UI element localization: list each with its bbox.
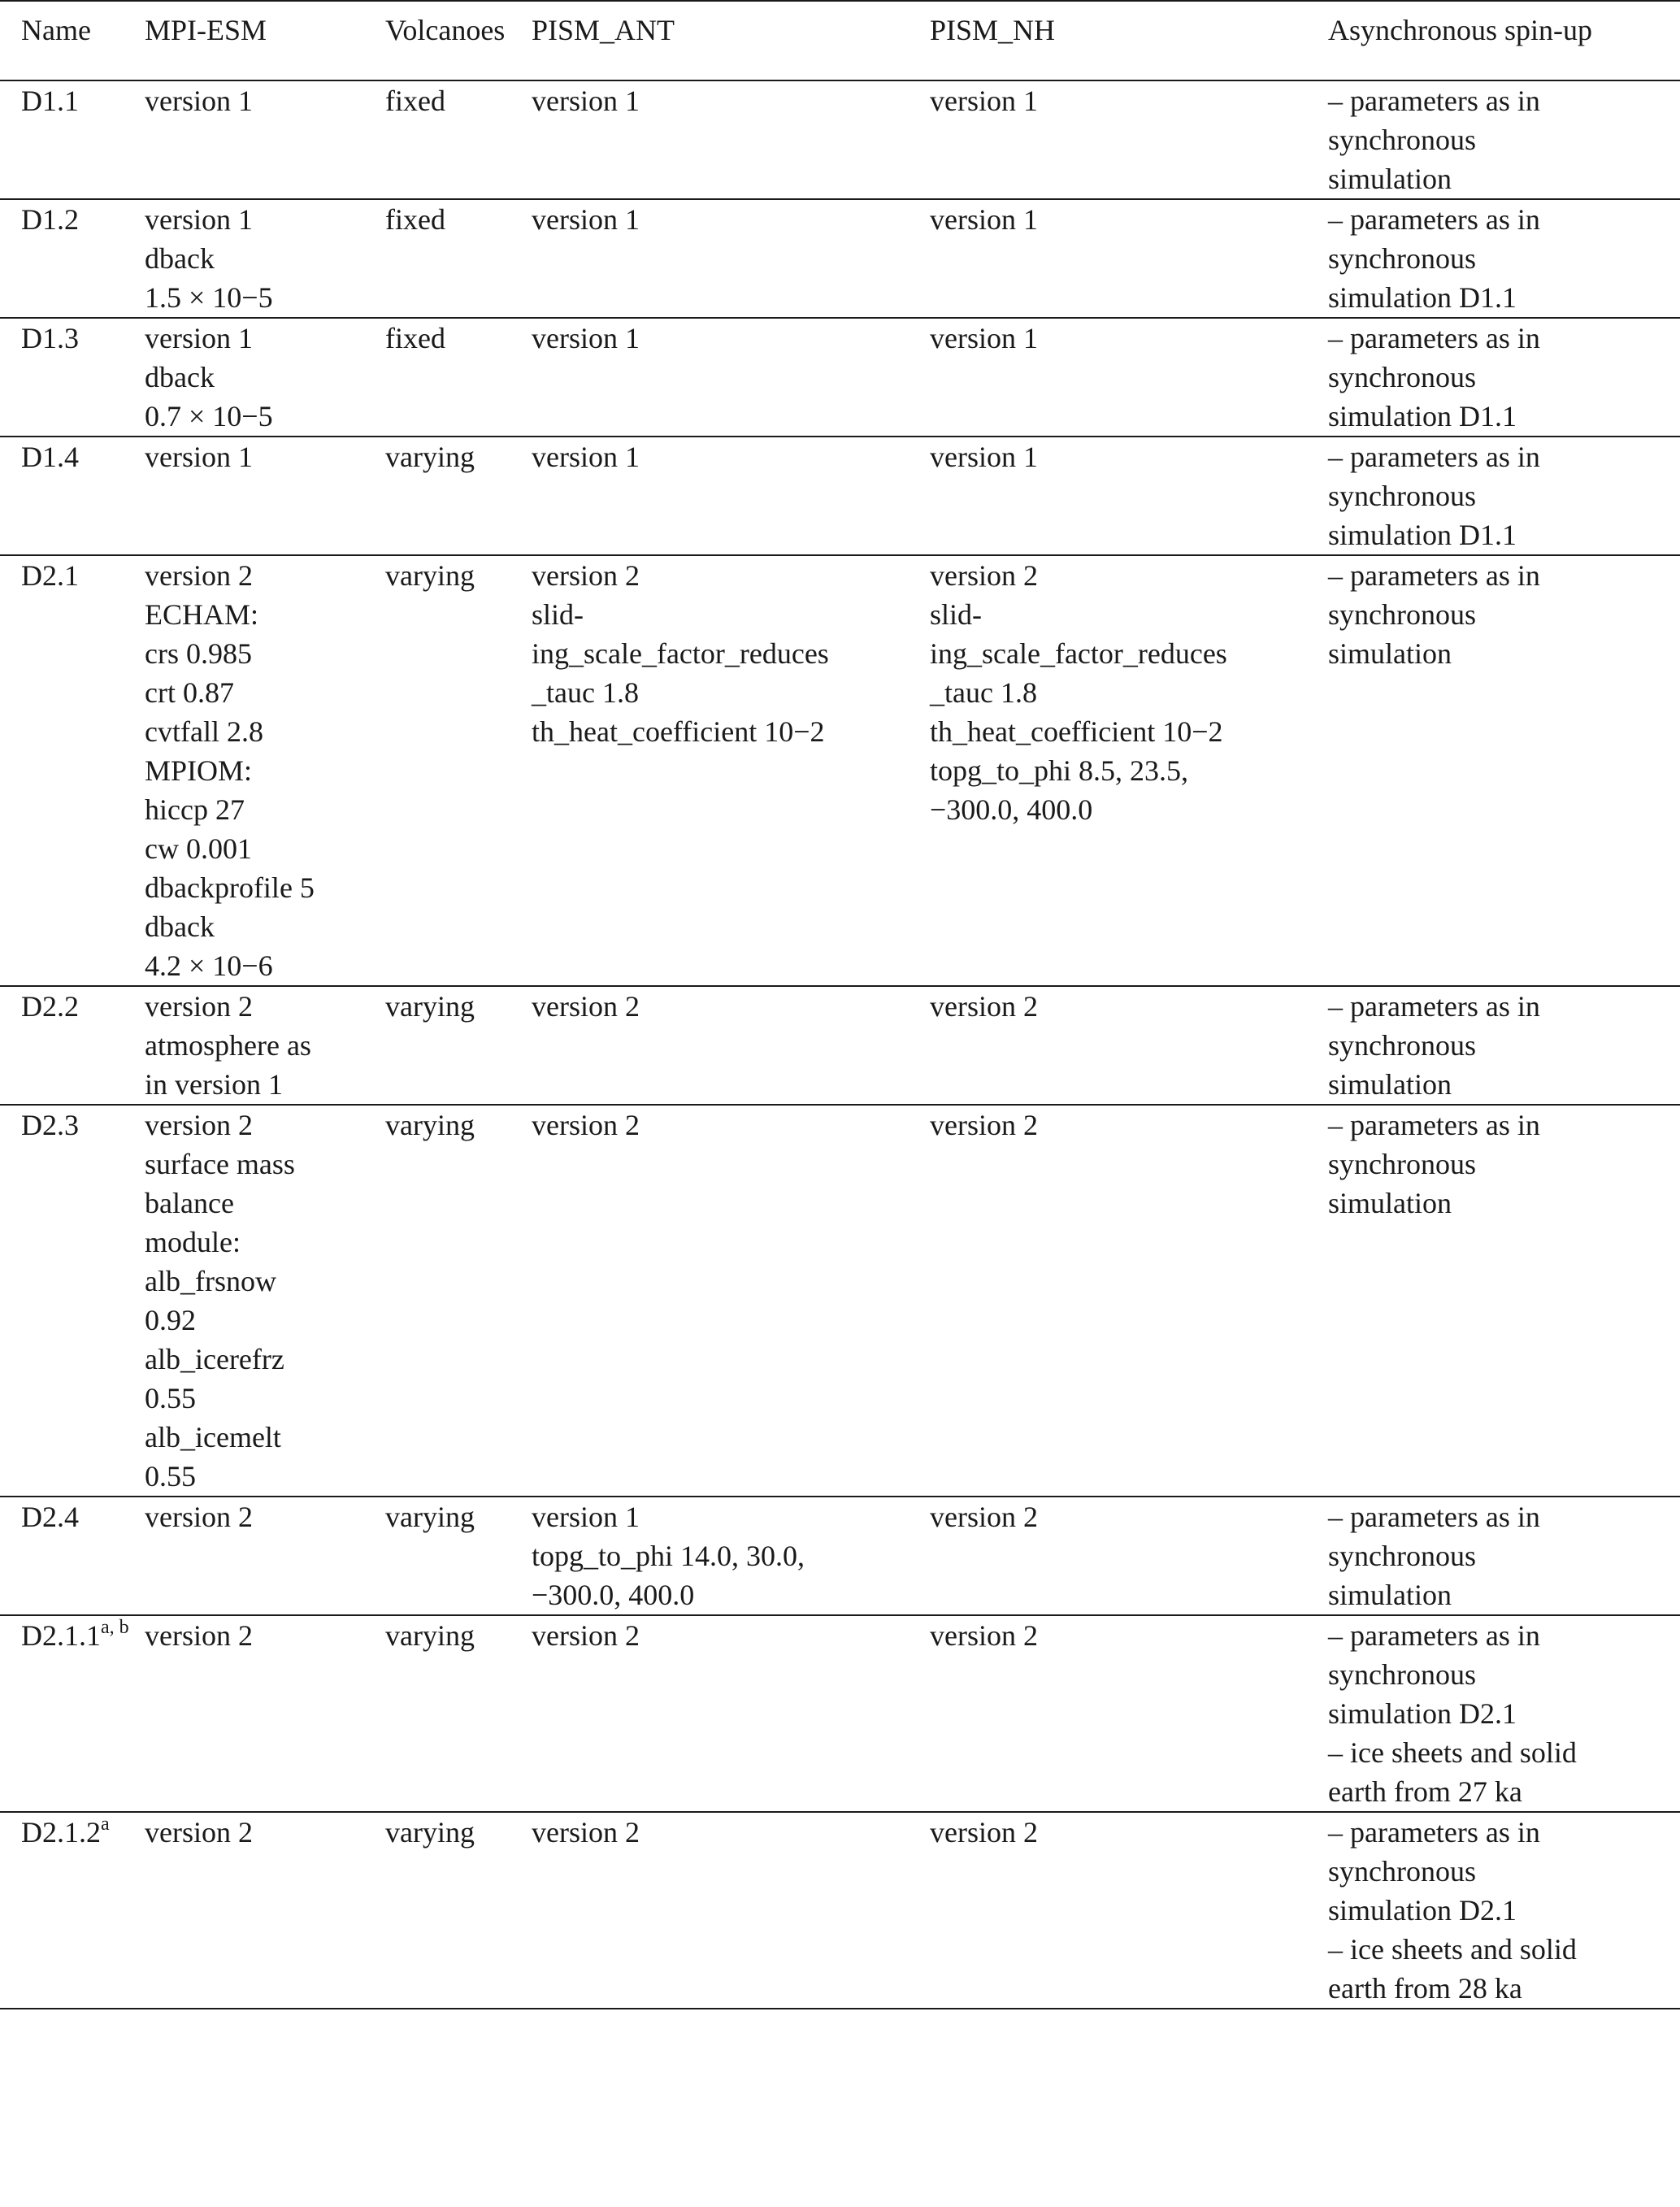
cell-pism-ant: [532, 1105, 930, 1497]
cell-pism-nh: [930, 80, 1328, 199]
cell-pism-nh: [930, 1812, 1328, 2009]
cell-pism-ant: [532, 986, 930, 1105]
cell-line: version 1: [930, 441, 1038, 473]
cell-line: module:: [145, 1226, 241, 1258]
table-row: [0, 318, 1680, 437]
cell-name: [0, 1615, 145, 1812]
cell-line: version 2: [930, 1109, 1038, 1141]
cell-pism-nh: [930, 986, 1328, 1105]
cell-line: version 2: [532, 559, 640, 592]
simulation-name: D2.4: [21, 1501, 79, 1533]
cell-line: version 2: [145, 1619, 253, 1652]
cell-line: th_heat_coefficient 10−2: [930, 715, 1223, 748]
cell-line: slid-: [930, 598, 983, 631]
simulation-name: D1.3: [21, 322, 79, 354]
simulation-name: D1.4: [21, 441, 79, 473]
cell-line: synchronous: [1328, 1148, 1476, 1180]
cell-volcanoes: fixed: [385, 203, 445, 236]
cell-line: ECHAM:: [145, 598, 259, 631]
table-row: [0, 1105, 1680, 1497]
cell-line: – parameters as in: [1328, 85, 1540, 117]
cell-line: version 2: [930, 1501, 1038, 1533]
cell-pism-nh: [930, 437, 1328, 555]
cell-line: alb_frsnow: [145, 1265, 276, 1297]
cell-line: topg_to_phi 8.5, 23.5,: [930, 754, 1189, 787]
cell-name: [0, 199, 145, 318]
cell-line: version 1: [532, 322, 640, 354]
cell-volcanoes: varying: [385, 1619, 475, 1652]
table-row: [0, 199, 1680, 318]
cell-line: simulation: [1328, 1579, 1452, 1611]
table-row: [0, 1615, 1680, 1812]
cell-volcanoes: fixed: [385, 85, 445, 117]
cell-line: version 2: [532, 1109, 640, 1141]
cell-async-spinup: [1328, 986, 1680, 1105]
cell-line: version 2: [145, 559, 253, 592]
table-row: [0, 80, 1680, 199]
cell-name: [0, 1105, 145, 1497]
cell-line: – parameters as in: [1328, 559, 1540, 592]
cell-pism-ant: [532, 199, 930, 318]
cell-line: synchronous: [1328, 1855, 1476, 1888]
cell-line: dback: [145, 361, 215, 393]
cell-volcanoes: varying: [385, 559, 475, 592]
simulation-name: D2.1.2: [21, 1816, 101, 1849]
cell-name: [0, 1812, 145, 2009]
cell-line: 0.55: [145, 1460, 196, 1492]
cell-line: version 2: [145, 1501, 253, 1533]
cell-line: version 1: [145, 322, 253, 354]
cell-line: version 1: [145, 441, 253, 473]
cell-name: [0, 555, 145, 986]
cell-line: synchronous: [1328, 480, 1476, 512]
cell-line: simulation: [1328, 1068, 1452, 1101]
table-row: [0, 437, 1680, 555]
cell-mpi-esm: [145, 199, 385, 318]
cell-name: [0, 80, 145, 199]
cell-line: synchronous: [1328, 242, 1476, 275]
cell-pism-ant: [532, 80, 930, 199]
cell-volcanoes: varying: [385, 1816, 475, 1849]
cell-pism-nh: [930, 1497, 1328, 1615]
footnote-marker: a, b: [101, 1617, 129, 1638]
cell-line: synchronous: [1328, 1658, 1476, 1691]
cell-line: dback: [145, 910, 215, 943]
cell-pism-ant: [532, 1615, 930, 1812]
cell-volcanoes: varying: [385, 1109, 475, 1141]
cell-line: atmosphere as: [145, 1029, 311, 1062]
cell-line: simulation D1.1: [1328, 519, 1517, 551]
cell-mpi-esm: [145, 80, 385, 199]
cell-line: – parameters as in: [1328, 1816, 1540, 1849]
cell-line: _tauc 1.8: [930, 676, 1037, 709]
cell-line: earth from 28 ka: [1328, 1972, 1522, 2005]
cell-line: cw 0.001: [145, 832, 252, 865]
table-row: [0, 1812, 1680, 2009]
table-row: [0, 555, 1680, 986]
cell-line: simulation: [1328, 637, 1452, 670]
header-volcanoes: Volcanoes: [385, 14, 506, 46]
cell-async-spinup: [1328, 80, 1680, 199]
cell-pism-ant: [532, 555, 930, 986]
cell-pism-nh: [930, 555, 1328, 986]
cell-pism-ant: [532, 437, 930, 555]
cell-name: [0, 986, 145, 1105]
cell-mpi-esm: [145, 1497, 385, 1615]
cell-async-spinup: [1328, 1812, 1680, 2009]
cell-line: in version 1: [145, 1068, 283, 1101]
cell-line: −300.0, 400.0: [930, 793, 1093, 826]
cell-line: alb_icerefrz: [145, 1343, 284, 1375]
cell-line: simulation: [1328, 1187, 1452, 1219]
cell-line: simulation: [1328, 163, 1452, 195]
cell-line: 1.5 × 10−5: [145, 281, 273, 314]
cell-async-spinup: [1328, 1105, 1680, 1497]
cell-line: version 2: [930, 1816, 1038, 1849]
cell-line: topg_to_phi 14.0, 30.0,: [532, 1540, 805, 1572]
cell-line: crt 0.87: [145, 676, 234, 709]
cell-mpi-esm: [145, 1105, 385, 1497]
header-row: [0, 1, 1680, 80]
cell-line: – ice sheets and solid: [1328, 1736, 1577, 1769]
cell-async-spinup: [1328, 318, 1680, 437]
cell-line: balance: [145, 1187, 234, 1219]
cell-line: crs 0.985: [145, 637, 252, 670]
cell-pism-nh: [930, 1105, 1328, 1497]
cell-line: version 1: [532, 203, 640, 236]
cell-volcanoes: varying: [385, 1501, 475, 1533]
cell-volcanoes: fixed: [385, 322, 445, 354]
cell-line: th_heat_coefficient 10−2: [532, 715, 825, 748]
cell-async-spinup: [1328, 1615, 1680, 1812]
cell-async-spinup: [1328, 555, 1680, 986]
cell-line: ing_scale_factor_reduces: [532, 637, 829, 670]
cell-mpi-esm: [145, 555, 385, 986]
cell-line: version 1: [532, 1501, 640, 1533]
cell-line: simulation D2.1: [1328, 1697, 1517, 1730]
cell-line: cvtfall 2.8: [145, 715, 263, 748]
cell-line: version 2: [145, 990, 253, 1023]
cell-line: – parameters as in: [1328, 203, 1540, 236]
cell-line: – parameters as in: [1328, 441, 1540, 473]
cell-volcanoes: varying: [385, 990, 475, 1023]
cell-line: _tauc 1.8: [532, 676, 639, 709]
cell-line: version 1: [145, 203, 253, 236]
simulation-name: D1.1: [21, 85, 79, 117]
header-name: Name: [21, 14, 91, 46]
cell-line: version 2: [532, 1619, 640, 1652]
cell-line: version 1: [532, 85, 640, 117]
simulation-name: D2.3: [21, 1109, 79, 1141]
header-async-spinup: Asynchronous spin-up: [1328, 14, 1592, 46]
cell-name: [0, 437, 145, 555]
table-body: [0, 80, 1680, 2009]
header-mpi-esm: MPI-ESM: [145, 14, 267, 46]
simulation-name: D1.2: [21, 203, 79, 236]
simulation-name: D2.1.1: [21, 1619, 101, 1652]
cell-line: simulation D1.1: [1328, 281, 1517, 314]
table-row: [0, 986, 1680, 1105]
footnote-marker: a: [101, 1814, 110, 1835]
cell-line: – parameters as in: [1328, 1109, 1540, 1141]
cell-volcanoes: varying: [385, 441, 475, 473]
cell-line: dbackprofile 5: [145, 871, 315, 904]
cell-line: version 1: [930, 322, 1038, 354]
cell-line: ing_scale_factor_reduces: [930, 637, 1227, 670]
cell-pism-nh: [930, 1615, 1328, 1812]
cell-name: [0, 1497, 145, 1615]
cell-pism-ant: [532, 318, 930, 437]
cell-line: synchronous: [1328, 124, 1476, 156]
cell-line: version 1: [930, 85, 1038, 117]
cell-line: alb_icemelt: [145, 1421, 281, 1453]
cell-mpi-esm: [145, 318, 385, 437]
cell-pism-ant: [532, 1497, 930, 1615]
cell-mpi-esm: [145, 986, 385, 1105]
cell-line: 0.92: [145, 1304, 196, 1336]
simulation-name: D2.1: [21, 559, 79, 592]
cell-line: version 2: [930, 1619, 1038, 1652]
simulation-name: D2.2: [21, 990, 79, 1023]
table-header: [0, 1, 1680, 80]
cell-pism-ant: [532, 1812, 930, 2009]
cell-mpi-esm: [145, 1615, 385, 1812]
cell-line: version 2: [532, 990, 640, 1023]
cell-line: – parameters as in: [1328, 990, 1540, 1023]
cell-mpi-esm: [145, 1812, 385, 2009]
header-pism-ant: PISM_ANT: [532, 14, 675, 46]
cell-line: 0.55: [145, 1382, 196, 1414]
cell-line: synchronous: [1328, 1029, 1476, 1062]
cell-line: MPIOM:: [145, 754, 253, 787]
cell-line: hiccp 27: [145, 793, 245, 826]
cell-line: – parameters as in: [1328, 1501, 1540, 1533]
cell-line: simulation D2.1: [1328, 1894, 1517, 1927]
cell-line: slid-: [532, 598, 584, 631]
cell-mpi-esm: [145, 437, 385, 555]
cell-line: version 2: [532, 1816, 640, 1849]
cell-line: synchronous: [1328, 361, 1476, 393]
cell-line: – parameters as in: [1328, 1619, 1540, 1652]
cell-async-spinup: [1328, 199, 1680, 318]
cell-line: 0.7 × 10−5: [145, 400, 273, 432]
cell-line: 4.2 × 10−6: [145, 949, 273, 982]
cell-line: −300.0, 400.0: [532, 1579, 695, 1611]
header-pism-nh: PISM_NH: [930, 14, 1056, 46]
cell-line: version 2: [930, 990, 1038, 1023]
cell-line: – parameters as in: [1328, 322, 1540, 354]
cell-line: version 2: [145, 1109, 253, 1141]
cell-pism-nh: [930, 318, 1328, 437]
cell-name: [0, 318, 145, 437]
cell-line: surface mass: [145, 1148, 295, 1180]
cell-line: version 1: [930, 203, 1038, 236]
cell-line: version 1: [145, 85, 253, 117]
cell-line: version 1: [532, 441, 640, 473]
cell-line: synchronous: [1328, 598, 1476, 631]
table-row: [0, 1497, 1680, 1615]
cell-pism-nh: [930, 199, 1328, 318]
cell-line: version 2: [930, 559, 1038, 592]
cell-line: synchronous: [1328, 1540, 1476, 1572]
cell-async-spinup: [1328, 437, 1680, 555]
cell-line: earth from 27 ka: [1328, 1775, 1522, 1808]
cell-line: – ice sheets and solid: [1328, 1933, 1577, 1966]
cell-line: dback: [145, 242, 215, 275]
cell-async-spinup: [1328, 1497, 1680, 1615]
cell-line: version 2: [145, 1816, 253, 1849]
cell-line: simulation D1.1: [1328, 400, 1517, 432]
